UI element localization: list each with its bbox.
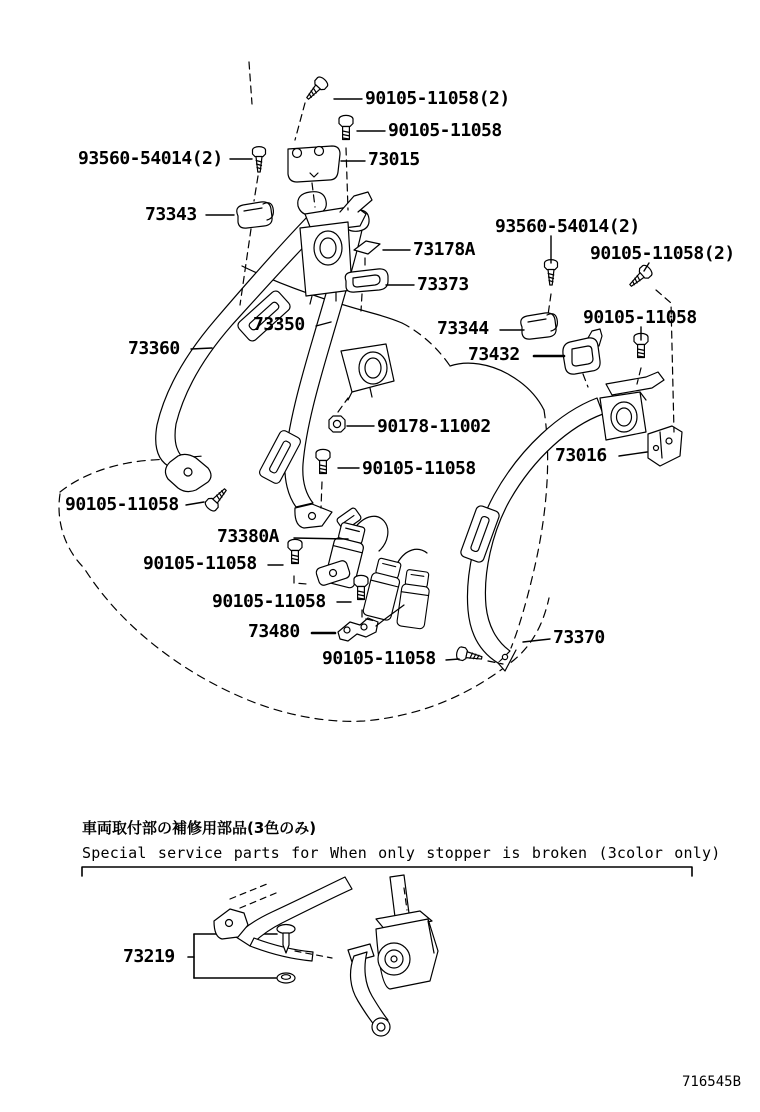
special-parts-note-en: Special service parts for When only stopper is broken (3color only) — [82, 844, 721, 862]
part-label-73343: 73343 — [145, 204, 197, 225]
part-73432-guide — [563, 329, 602, 374]
part-label-90105-11058-g: 90105-11058 — [322, 648, 436, 669]
part-label-73350: 73350 — [253, 314, 305, 335]
section-bracket-line — [82, 867, 692, 876]
part-label-73219: 73219 — [123, 946, 175, 967]
part-73344-clip — [521, 313, 558, 339]
part-label-73178A: 73178A — [413, 239, 476, 260]
figure-code: 716545B — [682, 1074, 742, 1090]
part-label-90105-11058-c: 90105-11058 — [362, 458, 476, 479]
part-label-90105-11058-f: 90105-11058 — [212, 591, 326, 612]
center-retractor — [341, 344, 394, 400]
part-73016-bracket — [648, 426, 682, 466]
part-label-73360: 73360 — [128, 338, 180, 359]
part-label-73373: 73373 — [417, 274, 469, 295]
part-label-73432: 73432 — [468, 344, 520, 365]
part-label-73380A: 73380A — [217, 526, 280, 547]
buckle-assembly-73380A — [315, 507, 432, 629]
part-label-90105-11058-b: 90105-11058 — [583, 307, 697, 328]
part-label-93560-54014-left: 93560-54014(2) — [78, 148, 223, 169]
part-label-73370: 73370 — [553, 627, 605, 648]
part-label-90105-11058-d: 90105-11058 — [65, 494, 179, 515]
part-label-93560-54014-right: 93560-54014(2) — [495, 216, 640, 237]
part-label-73015: 73015 — [368, 149, 420, 170]
bottom-retractor — [376, 875, 438, 989]
part-label-90105-11058-2-top: 90105-11058(2) — [365, 88, 510, 109]
part-73343-clip — [237, 202, 274, 228]
part-label-90105-11058-e: 90105-11058 — [143, 553, 257, 574]
part-label-90178-11002: 90178-11002 — [377, 416, 491, 437]
part-label-90105-11058-2-right: 90105-11058(2) — [590, 243, 735, 264]
part-label-73016: 73016 — [555, 445, 607, 466]
right-retractor — [600, 372, 664, 440]
part-73373-plate — [345, 269, 388, 292]
part-label-73480: 73480 — [248, 621, 300, 642]
part-label-73344: 73344 — [437, 318, 489, 339]
special-parts-note-jp: 車両取付部の補修用部品(3色のみ) — [82, 819, 317, 837]
bottom-belt-left — [214, 877, 352, 961]
callout-bracket-73219 — [188, 934, 277, 978]
grommet-icon — [277, 973, 295, 983]
part-73015-bracket — [288, 146, 340, 182]
part-label-90105-11058-a: 90105-11058 — [388, 120, 502, 141]
